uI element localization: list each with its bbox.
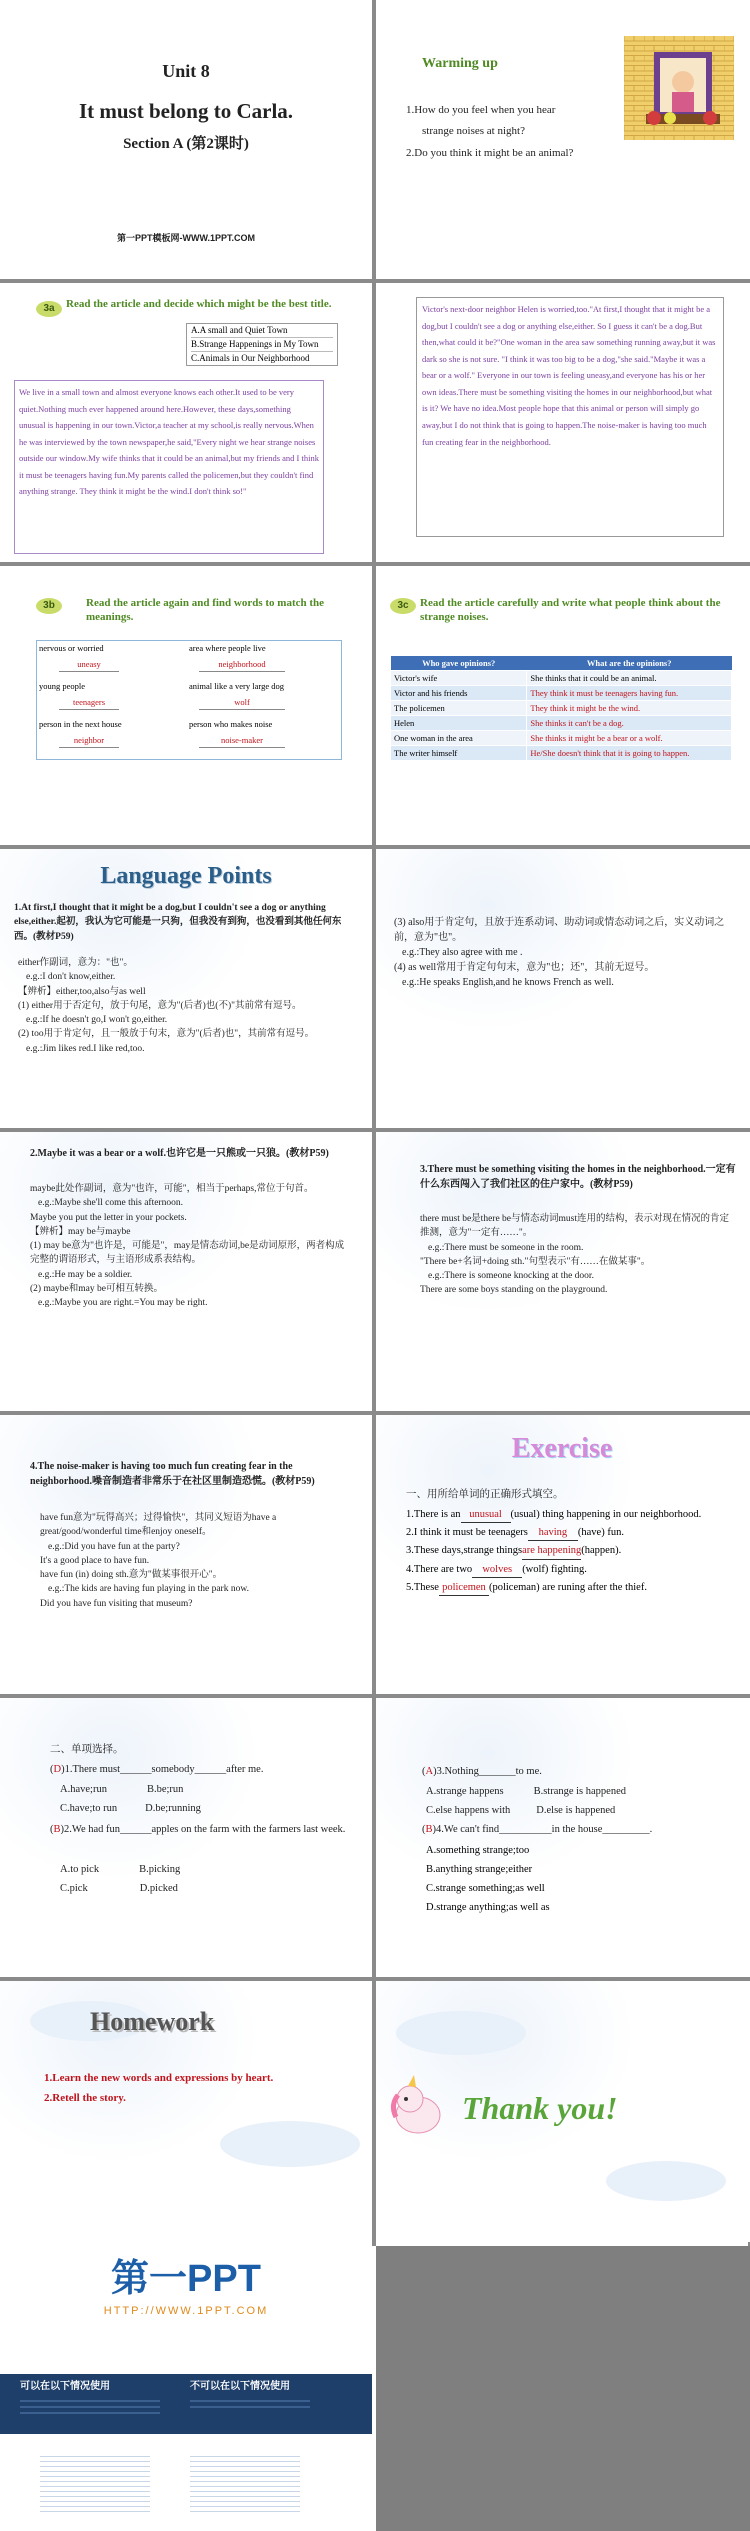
column-header: Who gave opinions? <box>422 658 496 668</box>
brand-text: 第一PPT模板网-WWW.1PPT.COM <box>117 233 255 243</box>
meaning-text: animal like a very large dog <box>189 681 284 691</box>
answer-blank: unusual <box>461 1507 511 1523</box>
slide-language-points-1 <box>0 849 372 1128</box>
meaning-text: area where people live <box>189 643 266 653</box>
cloud-decoration <box>606 2161 726 2201</box>
slide-language-points-4 <box>376 1132 748 1411</box>
point-text: 4.The noise-maker is having too much fun creating fear in the neighborhood.噪音制造者非常乐于在社区里制造恐慌。(教材P59) <box>30 1461 315 1487</box>
exercise-intro: 一、用所给单词的正确形式填空。 <box>406 1489 564 1500</box>
section-label: Section A (第2课时) <box>123 136 249 152</box>
answer-text: uneasy <box>59 659 119 672</box>
table-row <box>391 716 732 731</box>
exercise-item <box>406 1543 726 1559</box>
matching-box <box>36 640 342 760</box>
column-header: What are the opinions? <box>586 658 672 668</box>
answer-blank: policemen <box>439 1580 489 1596</box>
item-text: 2.I think it must be teenagers <box>406 1527 528 1539</box>
slide-title: Thank you! <box>462 2090 618 2126</box>
table-row <box>391 701 732 716</box>
point-lines <box>394 915 732 990</box>
text-line: e.g.:They also agree with me . <box>402 947 523 958</box>
activity-badge: 3a <box>36 301 62 317</box>
table-cell: Helen <box>391 716 527 731</box>
slide-exercise-1 <box>376 1415 748 1694</box>
option-text: C.strange something;as well <box>426 1882 545 1894</box>
table-cell: They think it must be teenagers having fun. <box>527 686 732 701</box>
text-line: either作副词，意为："也"。 <box>18 958 133 968</box>
unit-label: Unit 8 <box>162 61 210 81</box>
answer-text: neighbor <box>59 735 119 748</box>
answer-text: teenagers <box>59 697 119 710</box>
promo-info-band <box>0 2374 372 2434</box>
item-text: (happen). <box>581 1545 622 1557</box>
table-cell: Victor and his friends <box>391 686 527 701</box>
text-line: e.g.:He speaks English,and he knows French as well. <box>402 977 614 988</box>
promo-link-list <box>40 2452 150 2512</box>
table-cell: Victor's wife <box>391 671 527 686</box>
promo-logo: 第一PPT <box>111 2258 261 2300</box>
text-line: there must be是there be与情态动词must连用的结构，表示对现在情况的肯定推测，意为"一定有……"。 <box>420 1214 729 1239</box>
text-line: (3) also用于肯定句，且放于连系动词、助动词或情态动词之后，实义动词之前，意为"也"。 <box>394 917 725 943</box>
slide-title: Exercise <box>511 1433 613 1464</box>
text-line: 【辨析】may be与maybe <box>30 1226 131 1237</box>
table-cell: The writer himself <box>391 746 527 761</box>
option-text: D.strange anything;as well as <box>426 1901 550 1913</box>
text-line: It's a good place to have fun. <box>40 1555 150 1566</box>
slide-3a <box>0 283 372 562</box>
option-b: B.Strange Happenings in My Town <box>191 338 333 352</box>
text-line: (2) maybe和may be可相互转换。 <box>30 1283 163 1294</box>
option-text: A.something strange;too <box>426 1845 530 1856</box>
slide-exercise-2 <box>0 1698 372 1977</box>
point-lines <box>30 1182 352 1310</box>
text-line: have fun意为"玩得高兴；过得愉快"，其同义短语为have a great/good/wonderful time和enjoy oneself。 <box>40 1513 277 1538</box>
match-row <box>37 717 341 755</box>
text-line: e.g.:Maybe you are right.=You may be right. <box>38 1298 208 1308</box>
table-cell: The policemen <box>391 701 527 716</box>
question-3-options: C.else happens with D.else is happened <box>426 1805 616 1816</box>
empty-area <box>376 2246 750 2531</box>
text-line: e.g.:Did you have fun at the party? <box>48 1541 180 1552</box>
promo-cannot-use: 不可以在以下情况使用 <box>190 2381 290 2392</box>
promo-url: HTTP://WWW.1PPT.COM <box>103 2305 269 2317</box>
table-cell: She thinks it might be a bear or a wolf. <box>527 731 732 746</box>
table-cell: She thinks that it could be an animal. <box>527 671 732 686</box>
table-row <box>391 671 732 686</box>
text-line: (2) too用于肯定句，且一般放于句末，意为"(后者)也"，其前常有逗号。 <box>18 1029 315 1040</box>
question-1-cont: strange noises at night? <box>422 125 525 137</box>
question-1: (D)1.There must______somebody______after me. <box>50 1764 264 1775</box>
point-lines <box>40 1511 340 1611</box>
cloud-decoration <box>396 2011 526 2055</box>
slide-heading: Warming up <box>422 56 498 71</box>
cloud-decoration <box>220 2121 360 2167</box>
text-line: e.g.:There is someone knocking at the door. <box>428 1271 594 1281</box>
activity-badge: 3b <box>36 598 62 614</box>
text-line: e.g.:He may be a soldier. <box>38 1269 133 1280</box>
slide-thank-you <box>376 1981 748 2260</box>
point-text: 2.Maybe it was a bear or a wolf.也许它是一只熊或一只狼。(教材P59) <box>30 1148 329 1159</box>
table-row <box>391 686 732 701</box>
option-c: C.Animals in Our Neighborhood <box>191 353 310 364</box>
unicorn-illustration <box>386 2075 448 2141</box>
question-2-options: C.pick D.picked <box>60 1883 178 1894</box>
activity-badge: 3c <box>390 598 416 614</box>
text-line: (4) as well常用于肯定句句末，意为"也；还"，其前无逗号。 <box>394 962 655 973</box>
answer-text: noise-maker <box>199 735 285 748</box>
item-text: 3.These days,strange things <box>406 1545 523 1557</box>
item-text: (policeman) are runing after the thief. <box>488 1581 647 1593</box>
text-line: e.g.:The kids are having fun playing in the park now. <box>48 1584 249 1595</box>
exercise-item <box>406 1507 726 1523</box>
question-4: (B)4.We can't find__________in the house_________. <box>422 1824 653 1835</box>
text-line: Maybe you put the letter in your pockets. <box>30 1212 187 1223</box>
option-a: A.A small and Quiet Town <box>191 324 333 338</box>
table-row <box>391 731 732 746</box>
exercise-item <box>406 1562 726 1578</box>
slide-warming-up <box>376 0 748 279</box>
text-line: e.g.:Jim likes red.I like red,too. <box>26 1043 145 1054</box>
opinions-table <box>390 656 732 761</box>
question-1: 1.How do you feel when you hear <box>406 104 556 116</box>
point-lines <box>420 1212 736 1298</box>
item-text: 4.There are two <box>406 1563 473 1575</box>
slide-homework <box>0 1981 372 2260</box>
text-line: maybe此处作副词，意为"也许，可能"，相当于perhaps,常位于句首。 <box>30 1184 314 1194</box>
slide-language-points-2 <box>376 849 748 1128</box>
slide-language-points-3 <box>0 1132 372 1411</box>
promo-can-use: 可以在以下情况使用 <box>20 2381 110 2392</box>
item-text: (usual) thing happening in our neighborhood. <box>510 1509 702 1520</box>
answer-blank: having <box>528 1525 578 1541</box>
homework-item-1: 1.Learn the new words and expressions by heart. <box>44 2072 274 2084</box>
match-row <box>37 679 341 717</box>
article-text: We live in a small town and almost everyone knows each other.It used to be very quiet.Nothing much ever happened around here.However, these days,something unusual is happening in our town.Victor,a teacher at my school,is really nervous.When he was interviewed by the town newspaper,he said,"Every night we hear strange noises outside our window.My wife thinks that it could be an animal,but my friends and I think it must be teenagers having fun.My parents called the policemen,but they couldn't find anything strange. They think it might be the wind.I don't think so!" <box>14 380 324 554</box>
slide-language-points-5 <box>0 1415 372 1694</box>
table-cell: They think it might be the wind. <box>527 701 732 716</box>
item-text: (have) fun. <box>577 1527 624 1539</box>
table-cell: He/She doesn't think that it is going to happen. <box>527 746 732 761</box>
text-line: There are some boys standing on the playground. <box>420 1285 608 1296</box>
slide-3b <box>0 566 372 845</box>
meaning-text: nervous or worried <box>39 643 104 653</box>
text-line: e.g.:I don't know,either. <box>26 972 116 983</box>
question-3: (A)3.Nothing_______to me. <box>422 1766 542 1777</box>
slide-title: Homework <box>90 2007 215 2036</box>
table-row <box>391 746 732 761</box>
text-line: e.g.:If he doesn't go,I won't go,either. <box>26 1015 168 1025</box>
table-cell: She thinks it can't be a dog. <box>527 716 732 731</box>
question-1-options: C.have;to run D.be;running <box>60 1803 201 1814</box>
item-text: (wolf) fighting. <box>522 1563 587 1575</box>
item-text: 1.There is an <box>406 1509 461 1520</box>
text-line: have fun (in) doing sth.意为"做某事很开心"。 <box>40 1570 223 1580</box>
slide-promo <box>0 2246 372 2531</box>
point-text: 3.There must be something visiting the homes in the neighborhood.一定有什么东西闯入了我们社区的住户家中。(教材P59) <box>420 1164 736 1190</box>
question-1-options: A.have;run B.be;run <box>60 1784 184 1795</box>
question-2-options: A.to pick B.picking <box>60 1864 181 1875</box>
lesson-title: It must belong to Carla. <box>78 99 294 123</box>
title-options-box <box>186 323 338 366</box>
match-row <box>37 641 341 679</box>
item-text: 5.These <box>406 1581 439 1593</box>
question-3-options: A.strange happens B.strange is happened <box>426 1786 626 1797</box>
text-line: (1) either用于否定句，放于句尾，意为"(后者)也(不)"其前常有逗号。 <box>18 1000 302 1011</box>
activity-heading: Read the article and decide which might be the best title. <box>66 298 332 310</box>
activity-heading: Read the article carefully and write what people think about the strange noises. <box>420 597 721 624</box>
promo-fine-print-lines <box>20 2400 160 2402</box>
slide-exercise-3 <box>376 1698 748 1977</box>
house-window-illustration <box>624 36 734 140</box>
table-cell: One woman in the area <box>391 731 527 746</box>
answer-blank: wolves <box>472 1562 522 1578</box>
slide-article-continued <box>376 283 748 562</box>
meaning-text: young people <box>39 681 86 691</box>
meaning-text: person in the next house <box>39 719 122 729</box>
slide-title: Language Points <box>100 863 272 889</box>
exercise-item <box>406 1580 726 1596</box>
text-line: e.g.:Maybe she'll come this afternoon. <box>38 1198 183 1209</box>
point-text: 1.At first,I thought that it might be a dog,but I couldn't see a dog or anything else,either.起初，我认为它可能是一只狗，但我没有到狗，也没看到其他任何东西。(教材P59) <box>14 903 342 942</box>
text-line: (1) may be意为"也许是，可能是"，may是情态动词,be是动词原形，两者构成完整的谓语形式，与主语形成系表结构。 <box>30 1241 345 1266</box>
slide-3c <box>376 566 748 845</box>
text-line: "There be+名词+doing sth."句型表示"有……在做某事"。 <box>420 1256 651 1267</box>
meaning-text: person who makes noise <box>189 719 273 729</box>
activity-heading: Read the article again and find words to match the meanings. <box>86 597 325 624</box>
point-lines <box>18 956 358 1056</box>
slide-title <box>0 0 372 279</box>
text-line: 【辨析】either,too,also与as well <box>18 986 146 997</box>
article-text-continued: Victor's next-door neighbor Helen is worried,too."At first,I thought that it might be a dog,but I couldn't see a dog or anything else,either. So I guess it can't be a dog.But then,what could it be?"One woman in the area saw something running away,but it was dark so she is not sure. "I think it was too big to be a dog,"she said."Maybe it was a bear or a wolf." Everyone in our town is feeling uneasy,and everyone has his or her own ideas.There must be something visiting the homes in our neighborhood,but what is it? We have no idea.Most people hope that this animal or person will simply go away,but I do not think that is going to happen.The noise-maker is having too much fun creating fear in the neighborhood. <box>416 297 724 537</box>
answer-blank: are happening <box>522 1543 581 1559</box>
question-4-options <box>426 1842 550 1918</box>
answer-text: neighborhood <box>199 659 285 672</box>
option-text: B.anything strange;either <box>426 1863 533 1875</box>
text-line: e.g.:There must be someone in the room. <box>428 1242 584 1253</box>
text-line: Did you have fun visiting that museum? <box>40 1598 193 1609</box>
exercise-intro: 二、单项选择。 <box>50 1744 124 1755</box>
promo-fine-print-lines <box>190 2400 310 2402</box>
promo-link-list <box>190 2452 300 2512</box>
answer-text: wolf <box>199 697 285 710</box>
homework-item-2: 2.Retell the story. <box>44 2092 126 2104</box>
exercise-items <box>406 1507 726 1598</box>
question-2: (B)2.We had fun______apples on the farm with the farmers last week. <box>50 1824 346 1835</box>
question-2: 2.Do you think it might be an animal? <box>406 147 574 159</box>
exercise-item <box>406 1525 726 1541</box>
